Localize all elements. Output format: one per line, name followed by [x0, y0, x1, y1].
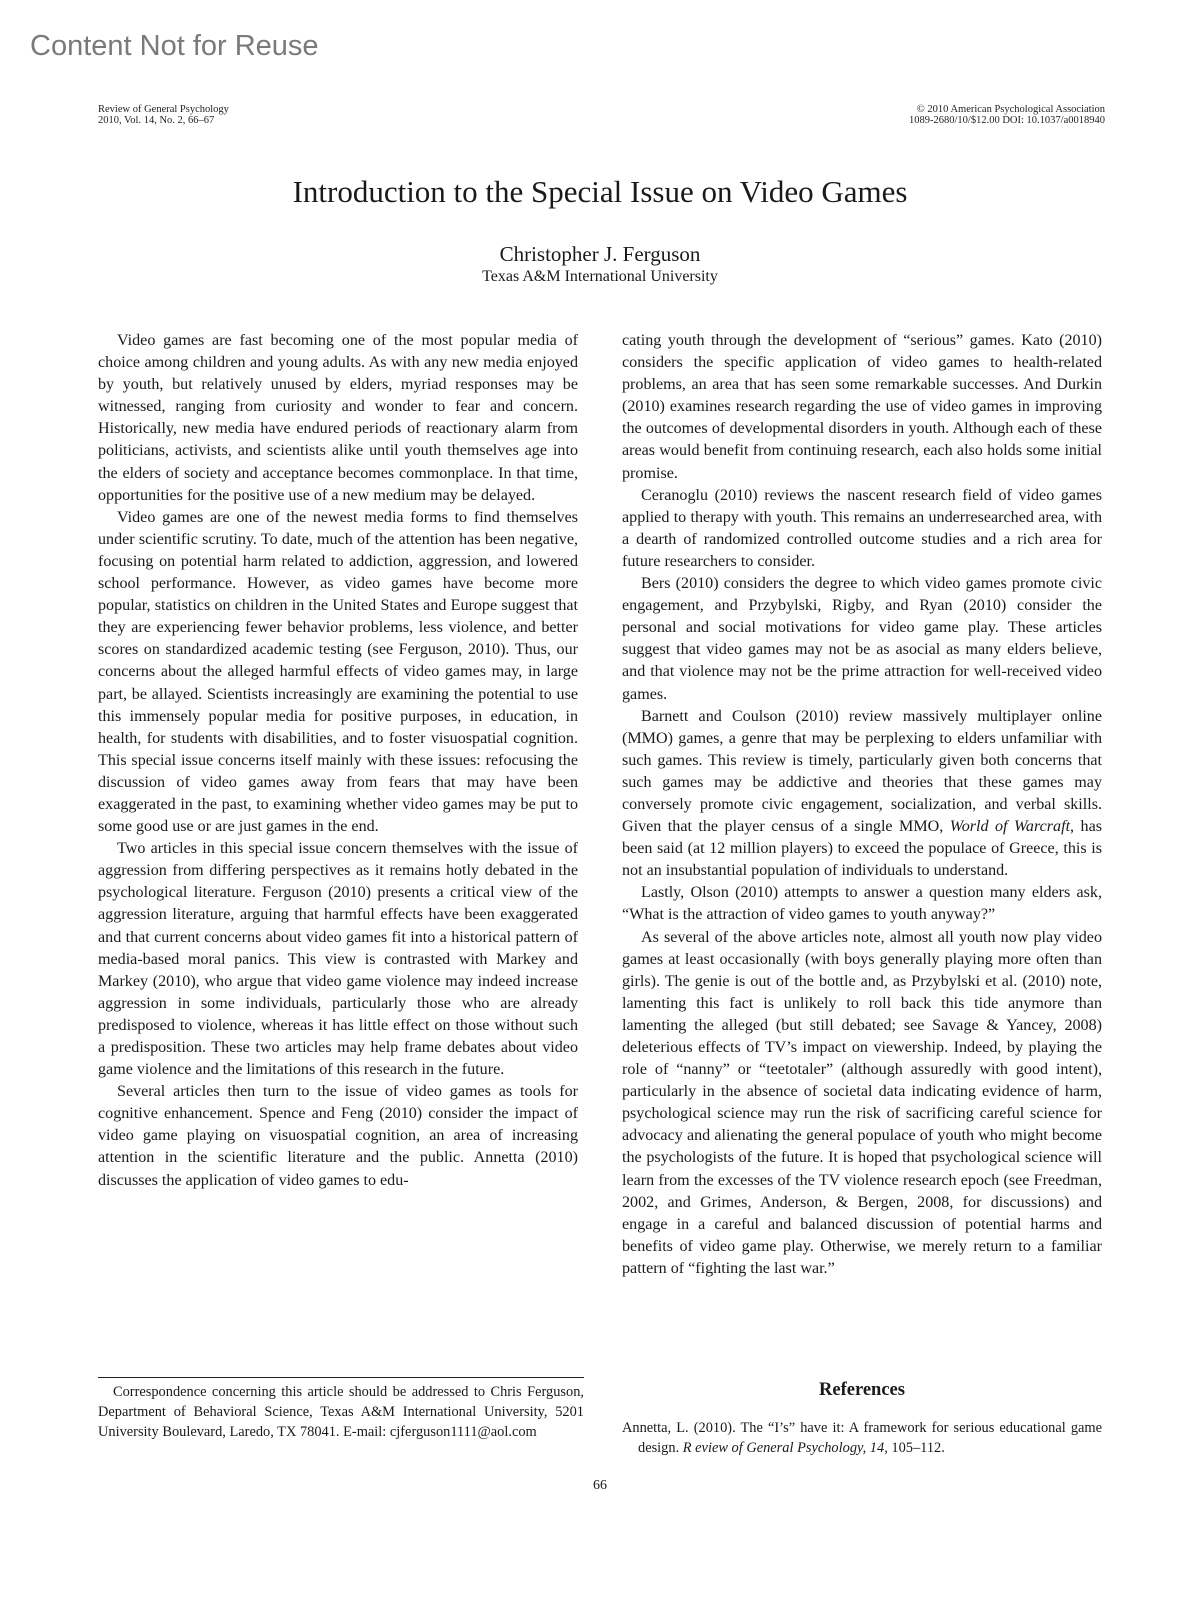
paragraph: Two articles in this special issue concern themselves with the issue of aggression from differing perspectives as it remains hotly debated in the psychological literature. Ferguson (2010) presents a critical view of the aggression literature, arguing that harmful effects have been exaggerated and that current concerns about video games fit into a historical pattern of media-based moral panics. This view is contrasted with Markey and Markey (2010), who argue that video game violence may indeed increase aggression in some individuals, particularly those who are already predisposed to violence, whereas it has little effect on those without such a predisposition. These two articles may help frame debates about video game violence and the limitations of this research in the future. — [98, 840, 578, 1079]
author-name: Christopher J. Ferguson — [499, 242, 701, 266]
paragraph: Video games are fast becoming one of the most popular media of choice among children and young adults. As with any new media enjoyed by youth, but relatively unused by elders, myriad responses may be witnessed, ranging from curiosity and wonder to fear and concern. Historically, new media have endured periods of reactionary alarm from politicians, activists, and scientists alike until youth themselves age into the elders of society and acceptance becomes commonplace. In that time, opportunities for the positive use of a new medium may be delayed. — [98, 332, 578, 504]
references-heading: References — [819, 1380, 905, 1400]
paragraph: Video games are one of the newest media forms to find themselves under scientific scrutiny. To date, much of the attention has been negative, focusing on potential harm related to addiction, aggression, and lowered school performance. However, as video games have become more popular, statistics on children in the United States and Europe suggest that they are experiencing fewer behavior problems, less violence, and better scores on standardized academic testing (see Ferguson, 2010). Thus, our concerns about the alleged harmful effects of video games may, in large part, be allayed. Scientists increasingly are examining the potential to use this immensely popular media for positive purposes, in education, in health, for students with disabilities, and to foster visuospatial cognition. This special issue concerns itself mainly with these issues: refocusing the discussion of video games away from fears that may have been exaggerated in the past, to examining whether video games may be put to some good use or are just games in the end. — [98, 508, 578, 836]
reference-authors: Annetta, L. (2010). The “I’s” have it: A framework for serious educational game design. — [622, 1420, 1102, 1456]
paragraph-mmo — [622, 706, 1102, 883]
mmo-text-before: Barnett and Coulson (2010) review massively multiplayer online (MMO) games, a genre that may be perplexing to elders unfamiliar with such games. This review is timely, particularly given both concerns that such games may be addictive and theories that these games may conversely promote civic engagement, socialization, and verbal skills. Given that the player census of a single MMO, — [622, 707, 1102, 836]
paragraph: Several articles then turn to the issue of video games as tools for cognitive enhancement. Spence and Feng (2010) consider the impact of video game playing on visuospatial cognition, an area of increasing attention in the scientific literature and the public. Annetta (2010) discusses the application of video games to edu- — [98, 1083, 578, 1189]
doi-line: 1089-2680/10/$12.00 DOI: 10.1037/a0018940 — [909, 115, 1105, 126]
body-column-right — [622, 330, 1102, 1280]
reference-journal: R eview of General Psychology, 14, — [682, 1440, 888, 1456]
article-title: Introduction to the Special Issue on Video Games — [292, 174, 908, 209]
reference-pages: 105–112. — [887, 1440, 945, 1456]
paragraph-continuation: cating youth through the development of “serious” games. Kato (2010) considers the specific application of video games to health-related problems, an area that has seen some remarkable successes. And Durkin (2010) examines research regarding the use of video games in improving the outcomes of developmental disorders in youth. Although each of these areas would benefit from continuing research, each also holds some initial promise. — [622, 332, 1102, 482]
correspondence-footnote: Correspondence concerning this article should be addressed to Chris Ferguson, Department of Behavioral Science, Texas A&M International University, 5201 University Boulevard, Laredo, TX 78041. E-mail: cjferguson1111@aol.com — [98, 1384, 584, 1440]
watermark: Content Not for Reuse — [30, 30, 319, 62]
page-number: 66 — [593, 1478, 607, 1493]
reference-entry — [622, 1418, 1102, 1458]
body-column-left — [98, 330, 578, 1192]
copyright-line: © 2010 American Psychological Association — [916, 104, 1105, 115]
paragraph: As several of the above articles note, almost all youth now play video games at least occasionally (with boys generally playing more often than girls). The genie is out of the bottle and, as Przybylski et al. (2010) note, lamenting this fact is unlikely to roll back this tide anymore than lamenting the alleged (but still debated; see Savage & Yancey, 2008) deleterious effects of TV’s impact on viewership. Indeed, by playing the role of “nanny” or “teetotaler” (although assuredly with good intent), particularly in the absence of societal data indicating evidence of harm, psychological science may run the risk of sacrificing careful science for advocacy and alienating the general populace of youth who might become the psychologists of the future. It is hoped that psychological science will learn from the excesses of the TV violence research epoch (see Freedman, 2002, and Grimes, Anderson, & Bergen, 2008, for discussions) and engage in a careful and balanced discussion of potential harms and benefits of video game play. Otherwise, we merely return to a familiar pattern of “fighting the last war.” — [622, 928, 1102, 1277]
journal-volume: 2010, Vol. 14, No. 2, 66–67 — [98, 115, 215, 126]
paragraph: Bers (2010) considers the degree to which video games promote civic engagement, and Przybylski, Rigby, and Ryan (2010) consider the personal and social motivations for video game play. These articles suggest that video games may not be as asocial as many elders believe, and that violence may not be the prime attraction for well-received video games. — [622, 575, 1102, 703]
footnote-rule — [98, 1377, 584, 1378]
journal-header — [98, 104, 229, 126]
paragraph: Ceranoglu (2010) reviews the nascent research field of video games applied to therapy with youth. This remains an underresearched area, with a dearth of randomized controlled outcome studies and a rich area for future researchers to consider. — [622, 486, 1102, 570]
mmo-text-after: , has been said (at 12 million players) to exceed the populace of Greece, this is not an insubstantial population of individuals to understand. — [622, 818, 1102, 880]
copyright-header — [909, 104, 1105, 126]
game-title: World of Warcraft — [949, 818, 1071, 836]
paragraph: Lastly, Olson (2010) attempts to answer a question many elders ask, “What is the attraction of video games to youth anyway?” — [622, 884, 1102, 924]
author-affiliation: Texas A&M International University — [482, 268, 718, 285]
journal-name: Review of General Psychology — [98, 104, 229, 115]
